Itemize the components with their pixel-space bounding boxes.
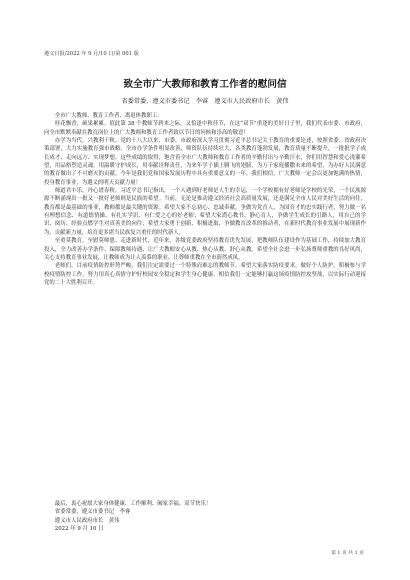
- body-paragraph: 老师们，目前疫情防控形势严峻，我们注定需要过一个特殊而难忘的教师节。希望大家落实防疫要求，做好个人防护，积极参与学校疫情防控工作，努力用真心真情守护好校园安全稳定和学生身心健康。相信我们一定能够打赢这场疫情防控攻坚战，以实际行动迎接党的二十大胜利召开。: [44, 263, 366, 286]
- page-number: 第 1 页 共 1 页: [331, 551, 364, 556]
- body-paragraph: 师道君丰乐，丹心谱春秋。习近平总书记指出，一个人遇到好老师是人生的幸运，一个学校拥有好老师是学校的光荣，一个民族源源不断涌现出一批又一批好老师则是民族的希望。当前，无论是推动遵义经济社会高质量发展，还是满足全市人民对美好生活的向往，教育都是最基础的事业，教师都是最关键的资源。希望大家不忘初心、忠诚奉献，争做为党育人、为国育才的忠实践行者，努力做一名有理想信念、有道德情操、有扎实学识、有仁爱之心的好老师；希望大家潜心教书、静心育人，争做学生成长的引路人，用自己的学识、阅历、经验点燃学生对真善美的向往；希望大家勇于创新、积极进取，争做教育改革的推动者，在新时代教育事业发展中展现新作为、贡献新力量，培育更多堪当民族复兴重任的时代新人。: [44, 188, 366, 236]
- salutation-paragraph: 全市广大教师、教育工作者、离退休教职工：: [54, 113, 163, 119]
- closing-wishes: 最后，衷心祝愿大家身体健康、工作顺利、阖家幸福、双节快乐！: [54, 501, 212, 507]
- signer-mayor: 遵义市人民政府市长 黄伟: [54, 517, 120, 524]
- letter-closing: [44, 500, 211, 534]
- source-line: 遵义日报/2022 年 9 月/10 日/第 001 版: [44, 51, 139, 57]
- document-subtitle: 省委常委、遵义市委书记 李睿 遵义市人民政府市长 黄伟: [121, 98, 289, 105]
- signer-party-secretary: 省委常委、遵义市委书记 李睿: [54, 509, 131, 516]
- letter-body: [44, 112, 366, 287]
- body-paragraph: 桂花飘香，硕果累累。值此第 38 个教师节到来之际，又恰逢中秋佳节，在这“双节”重逢的美好日子里，我们代表市委、市政府，向全市默默奉献在教育岗位上的广大教师和教育工作者致以节日的问候和崇高的敬意！: [44, 121, 366, 136]
- letter-date: 2022 年 9 月 10 日: [54, 526, 104, 533]
- body-paragraph: 至重莫教育，至慰莫师恩。走进新时代，近年来，各级党委政府坚持教育优先发展，把教师队伍建设作为基础工作，持续加大教育投入，全力改善办学条件、保障教师待遇，让广大教师安心从教、热心从教、舒心从教。希望全社会进一步弘扬尊师重教的良好风尚，关心支持教育事业发展，让教师成为让人羡慕的职业，让尊师重教在全市蔚然成风。: [44, 238, 366, 261]
- document-title: 致全市广大教师和教育工作者的慰问信: [123, 79, 287, 90]
- body-paragraph: 办学为当代，兴教利千秋。党的十八大以来，市委、市政府深入学习贯彻习近平总书记关于教育的重要论述，按照省委、省政府决策部署，大力实施教育强市战略，全市办学条件明显改善，师资队伍持续壮大，各类教育蓬勃发展，教育质量不断提升，一批批学子成长成才、走向远方、实现梦想，这些成绩的取得，饱含着全市广大教师和教育工作者的辛勤付出与辛勤汗水，你们用智慧和爱心浇灌希望，用品格塑造灵魂，用温暖守护成长，用奉献诠释责任，为来年学子插上腾飞的翅膀，为万千家庭播撒未来的希望，为办好人民满意的教育做出了不可磨灭的贡献，今年是我们党和国家发展历程中具有重要意义的一年，我们相信，广大教师一定会以更加饱满的热情，投身教育事业，为遵义的明天贡献力量！: [44, 138, 366, 186]
